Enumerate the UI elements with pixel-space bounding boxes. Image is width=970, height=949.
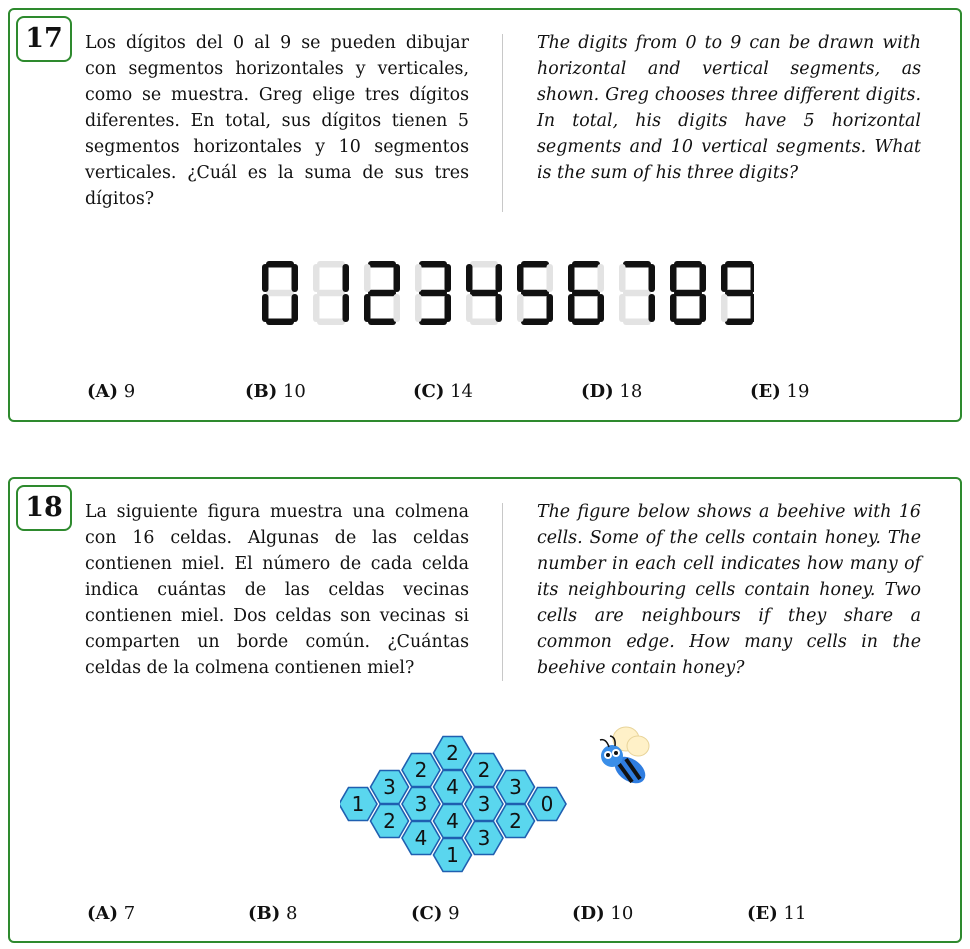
segment-a bbox=[674, 261, 702, 268]
column-divider bbox=[502, 34, 503, 212]
bee-icon bbox=[588, 724, 658, 794]
hive-cell-number: 3 bbox=[509, 775, 522, 799]
segment-b bbox=[496, 264, 503, 292]
hive-cell bbox=[497, 805, 535, 838]
digit-4 bbox=[466, 261, 502, 325]
segment-e bbox=[262, 294, 269, 322]
hive-cell-number: 3 bbox=[477, 792, 491, 816]
segment-d bbox=[368, 319, 396, 326]
hive-cell-number: 3 bbox=[477, 826, 491, 850]
segment-f bbox=[415, 264, 422, 292]
answer-b[interactable]: (B) 10 bbox=[245, 381, 306, 402]
digit-2 bbox=[364, 261, 400, 325]
segment-c bbox=[343, 294, 350, 322]
segment-g bbox=[572, 290, 600, 297]
hive-cell-number: 0 bbox=[540, 792, 554, 816]
segment-c bbox=[649, 294, 656, 322]
hive-cell bbox=[434, 771, 472, 804]
segment-a bbox=[266, 261, 294, 268]
segment-b bbox=[649, 264, 656, 292]
answer-a[interactable]: (A) 7 bbox=[87, 903, 136, 924]
segment-g bbox=[419, 290, 447, 297]
problem-text-english: The figure below shows a beehive with 16 cells. Some of the cells contain honey. The number in each cell indicates how many of its neighbouring cells contain honey. Two cells are neighbours if they share a common edge. How many cells in the beehive contain honey? bbox=[537, 502, 921, 678]
hive-cell bbox=[371, 771, 409, 804]
answer-d[interactable]: (D) 18 bbox=[581, 381, 643, 402]
segment-d bbox=[266, 319, 294, 326]
problem-text-spanish: Los dígitos del 0 al 9 se pueden dibujar con segmentos horizontales y verticales, como se muestra. Greg elige tres dígitos diferentes. En total, sus dígitos tienen 5 segmentos horizontales y 10 segmentos verticales. ¿Cuál es la suma de sus tres dígitos? bbox=[85, 33, 469, 209]
hive-cell-number: 2 bbox=[477, 758, 491, 782]
segment-e bbox=[415, 294, 422, 322]
hive-cell bbox=[528, 788, 566, 821]
segment-c bbox=[547, 294, 554, 322]
segment-c bbox=[496, 294, 503, 322]
segment-c bbox=[598, 294, 605, 322]
problem-text-spanish: La siguiente figura muestra una colmena con 16 celdas. Algunas de las celdas contienen miel. El número de cada celda indica cuántas de las celdas vecinas contienen miel. Dos celdas son vecinas si comparten un borde común. ¿Cuántas celdas de la colmena contienen miel? bbox=[85, 502, 469, 678]
segment-d bbox=[419, 319, 447, 326]
hive-cell-number: 3 bbox=[414, 792, 428, 816]
hive-cell-number: 4 bbox=[446, 809, 459, 833]
segment-f bbox=[517, 264, 524, 292]
segment-d bbox=[521, 319, 549, 326]
segment-f bbox=[262, 264, 269, 292]
problem-number-badge: 18 bbox=[16, 485, 72, 531]
segment-g bbox=[674, 290, 702, 297]
hive-cell bbox=[434, 839, 472, 872]
answer-c[interactable]: (C) 14 bbox=[413, 381, 473, 402]
segment-f bbox=[670, 264, 677, 292]
hive-cell-number: 3 bbox=[383, 775, 396, 799]
segment-e bbox=[721, 294, 728, 322]
segment-a bbox=[368, 261, 396, 268]
hive-cell bbox=[465, 822, 503, 855]
segment-b bbox=[598, 264, 605, 292]
digit-1 bbox=[313, 261, 349, 325]
segment-d bbox=[725, 319, 753, 326]
segment-b bbox=[700, 264, 707, 292]
hive-cell-number: 1 bbox=[351, 792, 365, 816]
hive-cell-number: 2 bbox=[446, 741, 459, 765]
problem-number-badge: 17 bbox=[16, 16, 72, 62]
hive-cell bbox=[340, 788, 377, 821]
digit-9 bbox=[721, 261, 754, 325]
segment-e bbox=[466, 294, 473, 322]
segment-f bbox=[466, 264, 473, 292]
answer-e[interactable]: (E) 11 bbox=[747, 903, 807, 924]
segment-g bbox=[266, 290, 294, 297]
segment-a bbox=[572, 261, 600, 268]
problem-17-card bbox=[8, 8, 962, 422]
segment-b bbox=[751, 264, 755, 292]
answer-choices bbox=[10, 903, 960, 931]
hive-cell-number: 1 bbox=[446, 843, 459, 867]
answer-choices bbox=[10, 381, 960, 409]
segment-e bbox=[313, 294, 320, 322]
answer-d[interactable]: (D) 10 bbox=[572, 903, 634, 924]
segment-e bbox=[619, 294, 626, 322]
segment-f bbox=[619, 264, 626, 292]
segment-a bbox=[623, 261, 651, 268]
segment-g bbox=[368, 290, 396, 297]
problem-18-card bbox=[8, 477, 962, 943]
segment-f bbox=[364, 264, 371, 292]
segment-a bbox=[470, 261, 498, 268]
hive-cell bbox=[402, 788, 440, 821]
segment-d bbox=[470, 319, 498, 326]
segment-g bbox=[470, 290, 498, 297]
segment-a bbox=[725, 261, 753, 268]
digit-8 bbox=[670, 261, 706, 325]
segment-d bbox=[623, 319, 651, 326]
seven-segment-digits-figure bbox=[254, 255, 754, 335]
beehive-figure bbox=[340, 719, 590, 884]
segment-b bbox=[445, 264, 452, 292]
digit-7 bbox=[619, 261, 655, 325]
segment-c bbox=[394, 294, 401, 322]
segment-e bbox=[670, 294, 677, 322]
segment-g bbox=[317, 290, 345, 297]
column-divider bbox=[502, 503, 503, 681]
hive-cell bbox=[434, 737, 472, 770]
segment-f bbox=[568, 264, 575, 292]
segment-b bbox=[292, 264, 299, 292]
segment-d bbox=[572, 319, 600, 326]
digit-0 bbox=[262, 261, 298, 325]
hive-cell bbox=[402, 754, 440, 787]
hive-cell bbox=[497, 771, 535, 804]
segment-e bbox=[568, 294, 575, 322]
answer-c[interactable]: (C) 9 bbox=[411, 903, 460, 924]
segment-c bbox=[292, 294, 299, 322]
segment-c bbox=[445, 294, 452, 322]
segment-e bbox=[364, 294, 371, 322]
segment-g bbox=[521, 290, 549, 297]
segment-b bbox=[343, 264, 350, 292]
segment-c bbox=[751, 294, 755, 322]
digit-3 bbox=[415, 261, 451, 325]
segment-a bbox=[419, 261, 447, 268]
answer-b[interactable]: (B) 8 bbox=[248, 903, 298, 924]
hive-cell-number: 2 bbox=[383, 809, 396, 833]
segment-f bbox=[721, 264, 728, 292]
hive-cell bbox=[371, 805, 409, 838]
hive-cell-number: 2 bbox=[414, 758, 428, 782]
segment-c bbox=[700, 294, 707, 322]
segment-b bbox=[547, 264, 554, 292]
segment-g bbox=[725, 290, 753, 297]
problem-text-english: The digits from 0 to 9 can be drawn with horizontal and vertical segments, as shown. Greg chooses three different digits. In total, his digits have 5 horizontal segments and 10 vertical segments. What is the sum of his three digits? bbox=[537, 33, 921, 183]
digit-6 bbox=[568, 261, 604, 325]
hive-cell-number: 4 bbox=[414, 826, 428, 850]
hive-cell bbox=[465, 754, 503, 787]
answer-a[interactable]: (A) 9 bbox=[87, 381, 136, 402]
segment-d bbox=[674, 319, 702, 326]
hive-cell bbox=[402, 822, 440, 855]
hive-cell-number: 2 bbox=[509, 809, 522, 833]
segment-d bbox=[317, 319, 345, 326]
hive-cell bbox=[465, 788, 503, 821]
digit-5 bbox=[517, 261, 553, 325]
answer-e[interactable]: (E) 19 bbox=[750, 381, 810, 402]
segment-e bbox=[517, 294, 524, 322]
hive-cell-number: 4 bbox=[446, 775, 459, 799]
segment-a bbox=[317, 261, 345, 268]
segment-f bbox=[313, 264, 320, 292]
segment-b bbox=[394, 264, 401, 292]
segment-a bbox=[521, 261, 549, 268]
segment-g bbox=[623, 290, 651, 297]
hive-cell bbox=[434, 805, 472, 838]
